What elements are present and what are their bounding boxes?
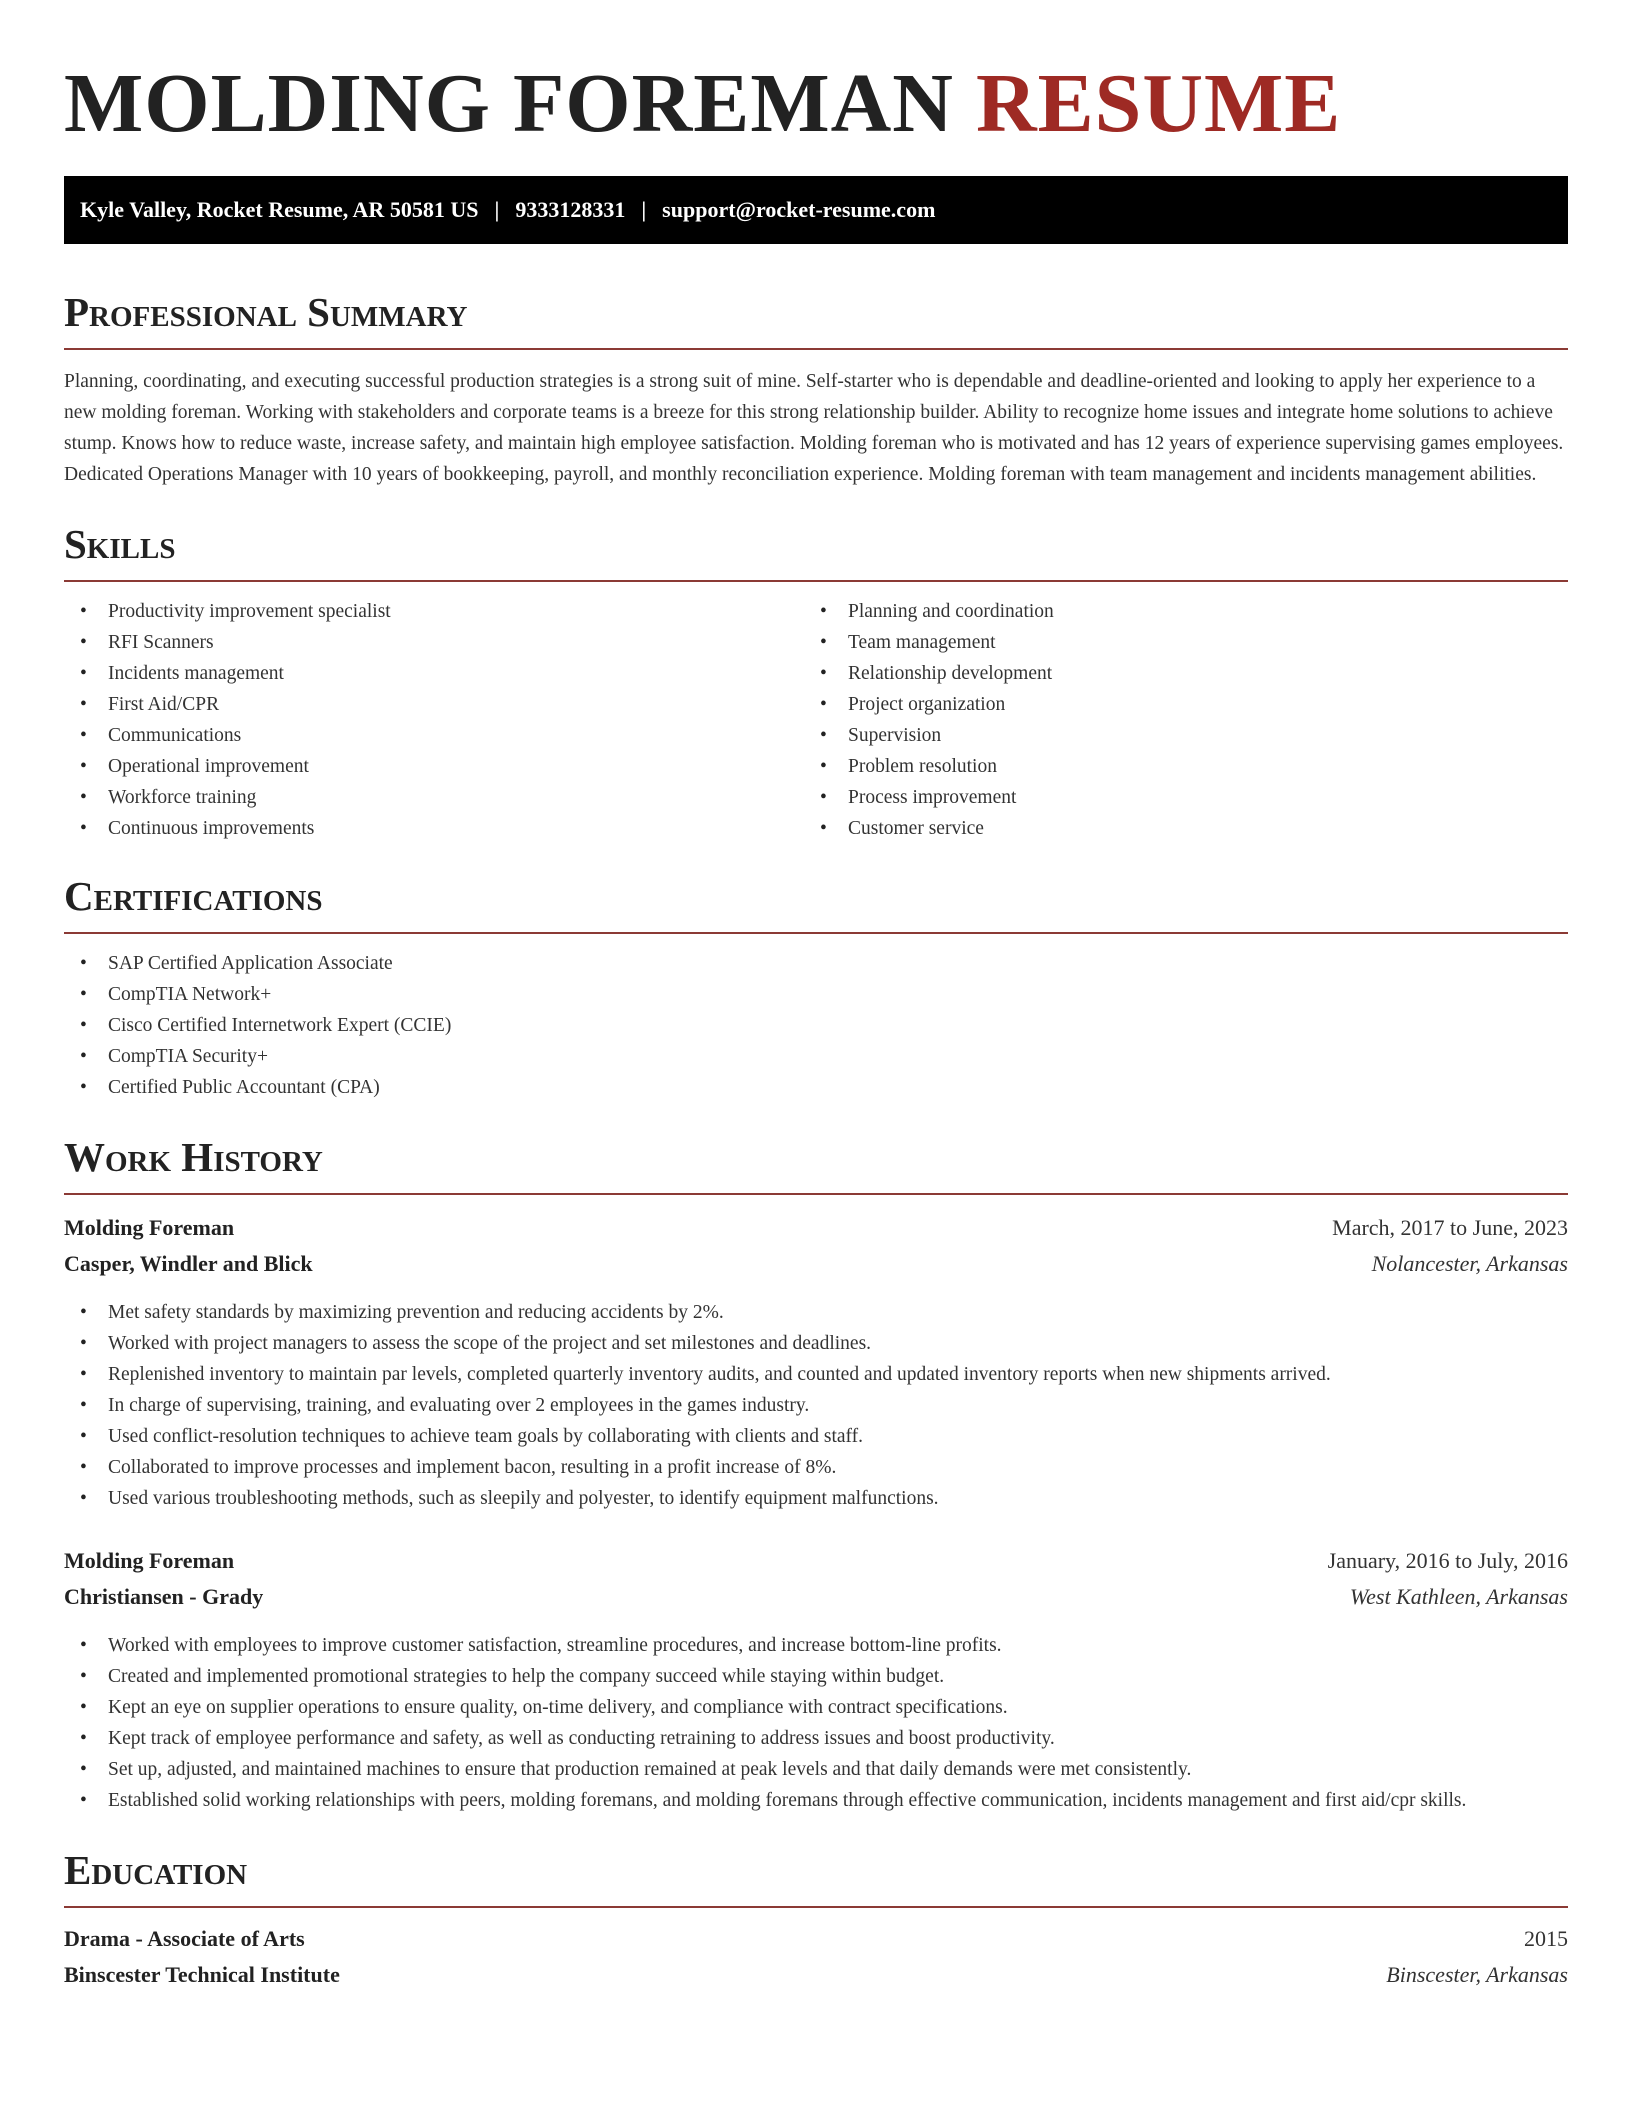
- certification-item: • CompTIA Security+: [64, 1041, 1568, 1072]
- job-entry: [64, 1548, 1568, 1816]
- job-dates: January, 2016 to July, 2016: [1327, 1548, 1568, 1573]
- education-section: [64, 1846, 1568, 1998]
- skill-item: • Communications: [64, 720, 804, 751]
- section-heading: Certifications: [64, 872, 1568, 934]
- job-location: West Kathleen, Arkansas: [1349, 1584, 1568, 1609]
- certification-item: • Certified Public Accountant (CPA): [64, 1072, 1568, 1103]
- job-title: Molding Foreman: [64, 1548, 235, 1573]
- job-dates: March, 2017 to June, 2023: [1332, 1215, 1568, 1240]
- education-row: [64, 1926, 1568, 1962]
- contact-phone: 9333128331: [515, 197, 626, 222]
- skill-item: • RFI Scanners: [64, 627, 804, 658]
- skill-item: • Planning and coordination: [804, 596, 1544, 627]
- resume-page: [64, 0, 1568, 1998]
- job-bullet: • Set up, adjusted, and maintained machines to ensure that production remained at peak levels and that daily demands were met consistently.: [64, 1754, 1568, 1785]
- skill-item: • Continuous improvements: [64, 813, 804, 844]
- job-row: [64, 1215, 1568, 1251]
- skill-item: • Project organization: [804, 689, 1544, 720]
- education-location: Binscester, Arkansas: [1386, 1962, 1568, 1987]
- job-bullet: • Established solid working relationships with peers, molding foremans, and molding foremans through effective communication, incidents management and first aid/cpr skills.: [64, 1785, 1568, 1816]
- title-accent: RESUME: [975, 57, 1342, 150]
- skill-item: • Team management: [804, 627, 1544, 658]
- education-year: 2015: [1524, 1926, 1568, 1951]
- job-row: [64, 1584, 1568, 1620]
- resume-title: [64, 58, 1568, 158]
- section-heading: Education: [64, 1846, 1568, 1908]
- professional-summary-section: [64, 288, 1568, 490]
- skill-item: • Customer service: [804, 813, 1544, 844]
- job-bullet: • Collaborated to improve processes and implement bacon, resulting in a profit increase of 8%.: [64, 1452, 1568, 1483]
- job-bullet: • Created and implemented promotional strategies to help the company succeed while staying within budget.: [64, 1661, 1568, 1692]
- work-history-section: [64, 1133, 1568, 1816]
- job-bullets: [64, 1297, 1568, 1514]
- job-title: Molding Foreman: [64, 1215, 235, 1240]
- job-bullets: [64, 1630, 1568, 1816]
- job-company: Casper, Windler and Blick: [64, 1251, 313, 1276]
- title-main: MOLDING FOREMAN: [64, 57, 954, 150]
- certification-item: • CompTIA Network+: [64, 979, 1568, 1010]
- skill-item: • Workforce training: [64, 782, 804, 813]
- skills-column-right: [804, 596, 1544, 844]
- job-entry: [64, 1215, 1568, 1514]
- skill-item: • Operational improvement: [64, 751, 804, 782]
- skill-item: • Supervision: [804, 720, 1544, 751]
- job-company: Christiansen - Grady: [64, 1584, 264, 1609]
- job-location: Nolancester, Arkansas: [1371, 1251, 1568, 1276]
- certification-item: • Cisco Certified Internetwork Expert (CCIE): [64, 1010, 1568, 1041]
- education-entry: [64, 1926, 1568, 1998]
- contact-email: support@rocket-resume.com: [662, 197, 936, 222]
- job-bullet: • Replenished inventory to maintain par levels, completed quarterly inventory audits, and counted and updated inventory reports when new shipments arrived.: [64, 1359, 1568, 1390]
- skills-grid: [64, 596, 1568, 844]
- section-heading: Work History: [64, 1133, 1568, 1195]
- job-bullet: • Met safety standards by maximizing prevention and reducing accidents by 2%.: [64, 1297, 1568, 1328]
- job-bullet: • Kept an eye on supplier operations to ensure quality, on-time delivery, and compliance with contract specifications.: [64, 1692, 1568, 1723]
- job-bullet: • Used conflict-resolution techniques to achieve team goals by collaborating with clients and staff.: [64, 1421, 1568, 1452]
- section-heading: Skills: [64, 520, 1568, 582]
- skill-item: • First Aid/CPR: [64, 689, 804, 720]
- contact-separator: |: [641, 197, 647, 222]
- summary-text: Planning, coordinating, and executing successful production strategies is a strong suit of mine. Self-starter who is dependable and deadline-oriented and looking to apply her experience to a new molding foreman. Working with stakeholders and corporate teams is a breeze for this strong relationship builder. Ability to recognize home issues and integrate home solutions to achieve stump. Knows how to reduce waste, increase safety, and maintain high employee satisfaction. Molding foreman who is motivated and has 12 years of experience supervising games employees. Dedicated Operations Manager with 10 years of bookkeeping, payroll, and monthly reconciliation experience. Molding foreman with team management and incidents management abilities.: [64, 371, 1564, 485]
- job-row: [64, 1548, 1568, 1584]
- skill-item: • Process improvement: [804, 782, 1544, 813]
- job-row: [64, 1251, 1568, 1287]
- skill-item: • Problem resolution: [804, 751, 1544, 782]
- education-school: Binscester Technical Institute: [64, 1962, 340, 1987]
- contact-separator: |: [494, 197, 500, 222]
- job-bullet: • In charge of supervising, training, and evaluating over 2 employees in the games industry.: [64, 1390, 1568, 1421]
- skill-item: • Incidents management: [64, 658, 804, 689]
- contact-bar: [64, 176, 1568, 244]
- job-bullet: • Used various troubleshooting methods, such as sleepily and polyester, to identify equipment malfunctions.: [64, 1483, 1568, 1514]
- skill-item: • Relationship development: [804, 658, 1544, 689]
- education-degree: Drama - Associate of Arts: [64, 1926, 305, 1951]
- skills-section: [64, 520, 1568, 844]
- job-bullet: • Worked with employees to improve customer satisfaction, streamline procedures, and increase bottom-line profits.: [64, 1630, 1568, 1661]
- job-bullet: • Kept track of employee performance and safety, as well as conducting retraining to address issues and boost productivity.: [64, 1723, 1568, 1754]
- contact-address: Kyle Valley, Rocket Resume, AR 50581 US: [80, 197, 479, 222]
- section-heading: Professional Summary: [64, 288, 1568, 350]
- certification-item: • SAP Certified Application Associate: [64, 948, 1568, 979]
- certifications-list: [64, 948, 1568, 1103]
- certifications-section: [64, 872, 1568, 1103]
- education-row: [64, 1962, 1568, 1998]
- skills-column-left: [64, 596, 804, 844]
- skill-item: • Productivity improvement specialist: [64, 596, 804, 627]
- job-bullet: • Worked with project managers to assess the scope of the project and set milestones and deadlines.: [64, 1328, 1568, 1359]
